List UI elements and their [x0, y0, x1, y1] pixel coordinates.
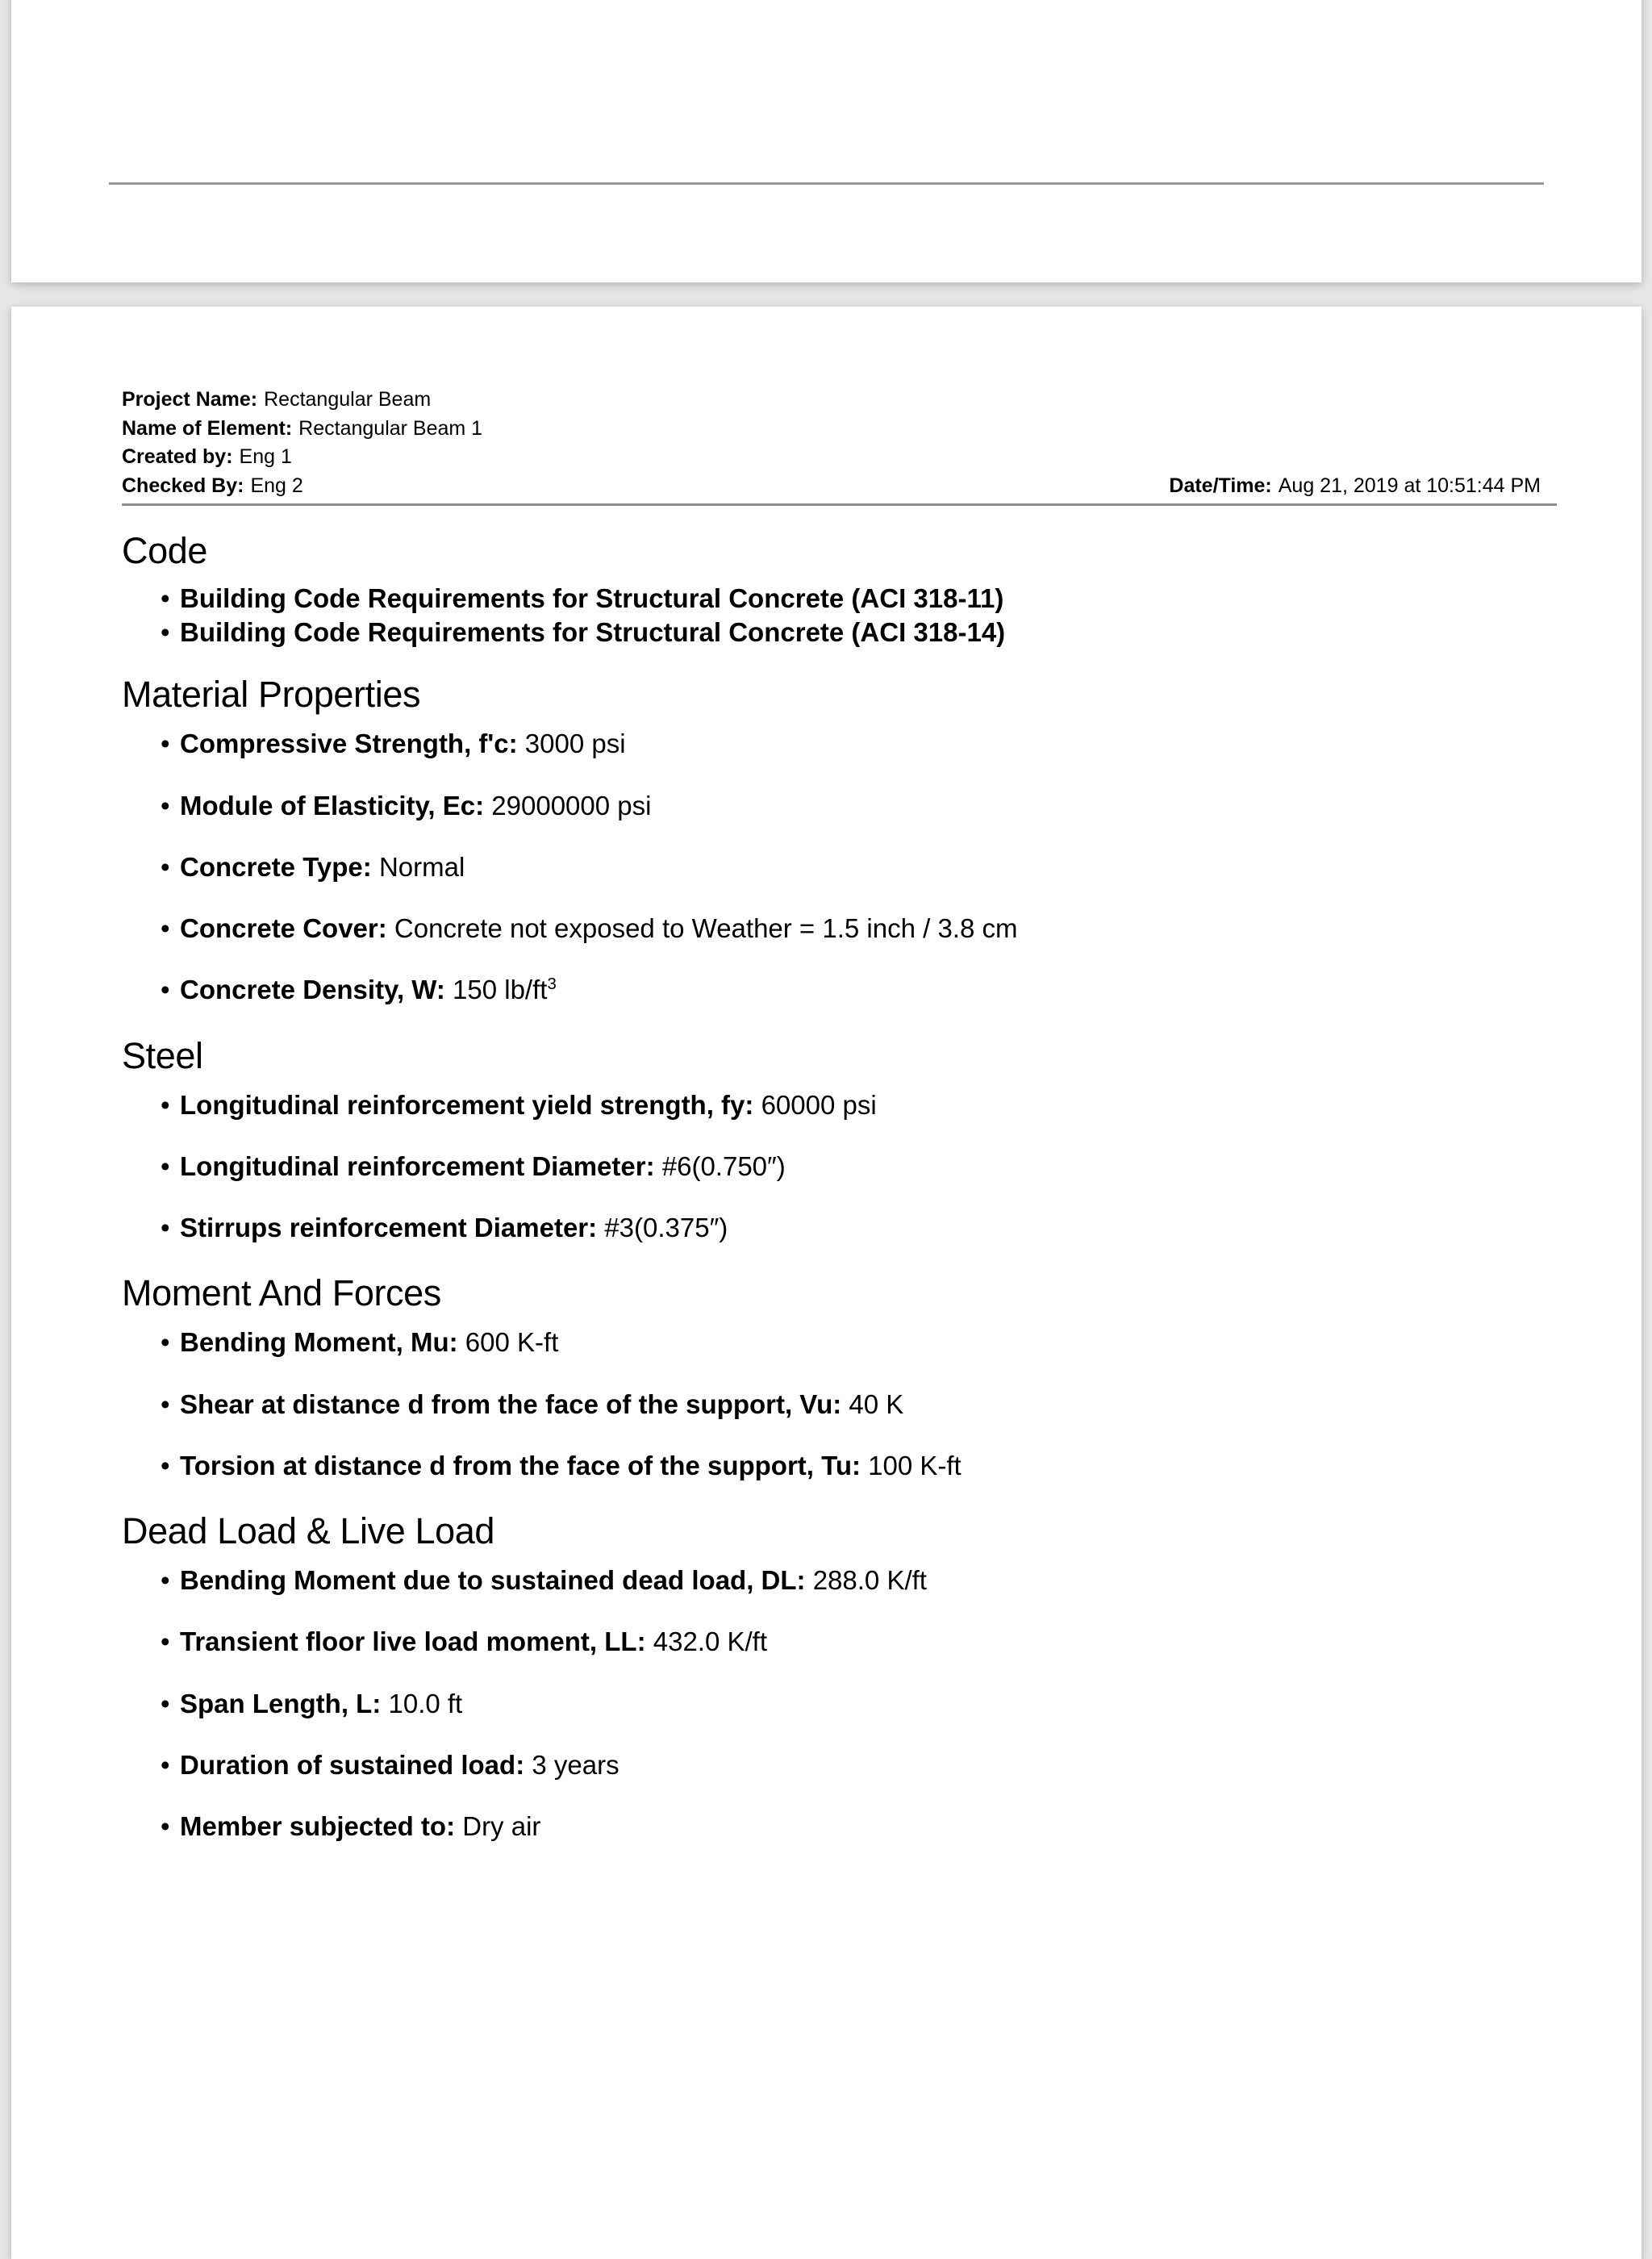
list-item [161, 1564, 1544, 1597]
meta-left-group [122, 415, 482, 444]
list-item-label: Span Length, L: [180, 1688, 382, 1718]
list-item [161, 1625, 1544, 1659]
section-heading-steel: Steel [122, 1034, 203, 1076]
list-item-label: Concrete Density, W: [180, 975, 445, 1005]
section-heading-moment-and-forces: Moment And Forces [122, 1272, 441, 1314]
list-item-value: 40 K [849, 1388, 904, 1419]
list-item-value: 3 years [532, 1749, 620, 1780]
list-item [161, 973, 1544, 1007]
list-item-value: #6(0.750″) [661, 1150, 786, 1181]
meta-left-group [122, 386, 431, 415]
list-item-value: 10.0 ft [388, 1688, 463, 1718]
list-item-label: Torsion at distance d from the face of the support, Tu: [180, 1450, 861, 1480]
element-name-value: Rectangular Beam 1 [298, 416, 483, 440]
list-item-value: #3(0.375″) [604, 1213, 728, 1243]
list-item-value: Concrete not exposed to Weather = 1.5 inch / 3.8 cm [394, 913, 1018, 944]
checked-by-label: Checked By: [122, 474, 244, 497]
list-item [161, 1388, 1544, 1422]
meta-row-project-name [122, 386, 1544, 415]
list-item-label: Transient floor live load moment, LL: [180, 1626, 646, 1657]
list-item [161, 1687, 1544, 1721]
list-item-label: Stirrups reinforcement Diameter: [180, 1213, 598, 1243]
section-heading-dead-load-live-load: Dead Load & Live Load [122, 1510, 494, 1552]
list-item [161, 789, 1544, 823]
list-item [161, 1326, 1544, 1359]
section-heading-material-properties: Material Properties [122, 674, 421, 716]
list-item [161, 727, 1544, 761]
list-item-label: Member subjected to: [180, 1810, 456, 1841]
datetime-value: Aug 21, 2019 at 10:51:44 PM [1278, 474, 1541, 497]
list-item-value: 288.0 K/ft [812, 1565, 927, 1596]
density-value-text: 150 lb/ft [453, 975, 548, 1005]
list-item-label: Bending Moment due to sustained dead load, DL: [180, 1565, 806, 1596]
report-page-card [11, 307, 1642, 2259]
list-item [161, 912, 1544, 946]
header-divider [122, 503, 1557, 506]
list-item-label: Building Code Requirements for Structural Concrete (ACI 318-11) [180, 583, 1004, 613]
list-item-label: Shear at distance d from the face of the support, Vu: [180, 1388, 842, 1419]
document-header-meta [122, 386, 1544, 506]
created-by-value: Eng 1 [239, 445, 292, 468]
previous-page-card [11, 0, 1642, 282]
list-item [161, 1748, 1544, 1782]
list-item-label: Building Code Requirements for Structural Concrete (ACI 318-14) [180, 617, 1006, 648]
section-list-code [122, 582, 1544, 649]
section-list-steel [122, 1088, 1544, 1246]
list-item [161, 582, 1544, 616]
created-by-label: Created by: [122, 445, 233, 468]
list-item-label: Duration of sustained load: [180, 1749, 525, 1780]
list-item [161, 1088, 1544, 1122]
list-item-label: Concrete Cover: [180, 913, 387, 944]
list-item [161, 1449, 1544, 1483]
element-name-label: Name of Element: [122, 416, 293, 440]
density-unit-exponent: 3 [547, 975, 557, 994]
list-item-label: Concrete Type: [180, 851, 372, 882]
section-list-moment-and-forces [122, 1326, 1544, 1483]
list-item-value [453, 975, 557, 1004]
list-item-label: Longitudinal reinforcement yield strength, fy: [180, 1089, 754, 1120]
document-body [11, 307, 1642, 1844]
section-heading-code: Code [122, 530, 207, 571]
meta-datetime-group [1169, 472, 1544, 501]
list-item-label: Compressive Strength, f'c: [180, 729, 518, 759]
list-item [161, 1150, 1544, 1184]
list-item-value: 29000000 psi [491, 790, 652, 821]
project-name-label: Project Name: [122, 388, 258, 411]
page-footer-rule [109, 182, 1544, 185]
list-item-label: Module of Elasticity, Ec: [180, 790, 485, 821]
meta-left-group [122, 443, 292, 472]
list-item [161, 1810, 1544, 1844]
list-item [161, 850, 1544, 884]
list-item [161, 616, 1544, 649]
datetime-label: Date/Time: [1169, 474, 1272, 497]
list-item-value: 100 K-ft [868, 1450, 962, 1480]
list-item-value: 432.0 K/ft [653, 1626, 768, 1657]
list-item-label: Longitudinal reinforcement Diameter: [180, 1150, 655, 1181]
checked-by-value: Eng 2 [250, 474, 303, 497]
list-item-value: 3000 psi [524, 729, 626, 759]
section-list-dead-load-live-load [122, 1564, 1544, 1844]
list-item-value: Normal [378, 851, 465, 882]
section-list-material-properties [122, 727, 1544, 1007]
list-item-label: Bending Moment, Mu: [180, 1327, 458, 1358]
project-name-value: Rectangular Beam [264, 388, 432, 411]
list-item-value: Dry air [462, 1810, 541, 1841]
meta-row-element-name [122, 415, 1544, 444]
meta-left-group [122, 472, 303, 501]
meta-row-created-by [122, 443, 1544, 472]
list-item-value: 60000 psi [761, 1089, 877, 1120]
list-item-value: 600 K-ft [465, 1327, 559, 1358]
list-item [161, 1211, 1544, 1245]
meta-row-checked-by [122, 472, 1544, 501]
